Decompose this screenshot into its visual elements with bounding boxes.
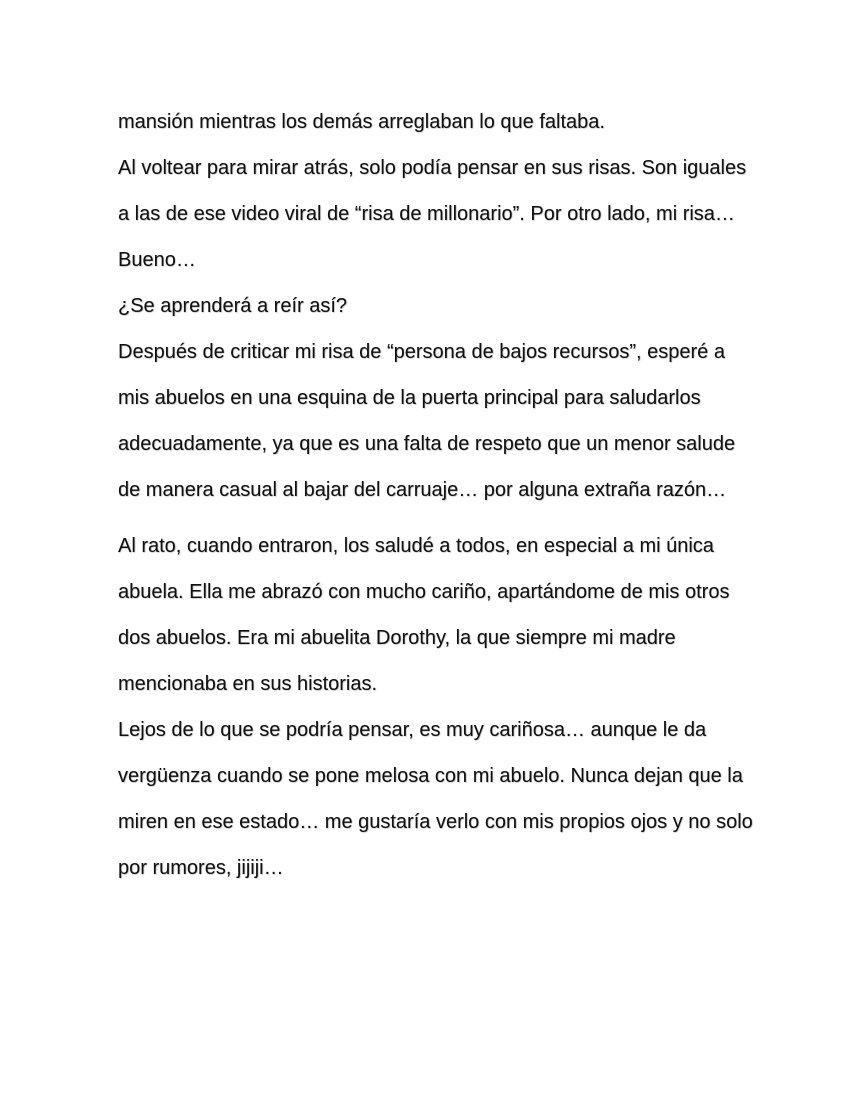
paragraph-6: Al rato, cuando entraron, los saludé a todos, en especial a mi única abuela. Ella me abrazó con mucho cariño, apartándome de mis otros dos abuelos. Era mi abuelita Dorothy, la que siempre mi madre mencionaba en sus historias. bbox=[118, 535, 730, 695]
document-body bbox=[118, 99, 758, 891]
paragraph-1: mansión mientras los demás arreglaban lo que faltaba. bbox=[118, 111, 605, 133]
paragraph-2: Al voltear para mirar atrás, solo podía pensar en sus risas. Son iguales a las de ese video viral de “risa de millonario”. Por otro lado, mi risa… bbox=[118, 157, 747, 225]
paragraph-4: ¿Se aprenderá a reír así? bbox=[118, 295, 348, 317]
paragraph-3: Bueno… bbox=[118, 249, 196, 271]
paragraph-7: Lejos de lo que se podría pensar, es muy cariñosa… aunque le da vergüenza cuando se pone melosa con mi abuelo. Nunca dejan que la miren en ese estado… me gustaría verlo con mis propios ojos y no solo por rumores, jijiji… bbox=[118, 719, 753, 879]
paragraph-5: Después de criticar mi risa de “persona de bajos recursos”, esperé a mis abuelos en una esquina de la puerta principal para saludarlos adecuadamente, ya que es una falta de respeto que un menor salude de manera casual al bajar del carruaje… por alguna extraña razón… bbox=[118, 341, 736, 501]
